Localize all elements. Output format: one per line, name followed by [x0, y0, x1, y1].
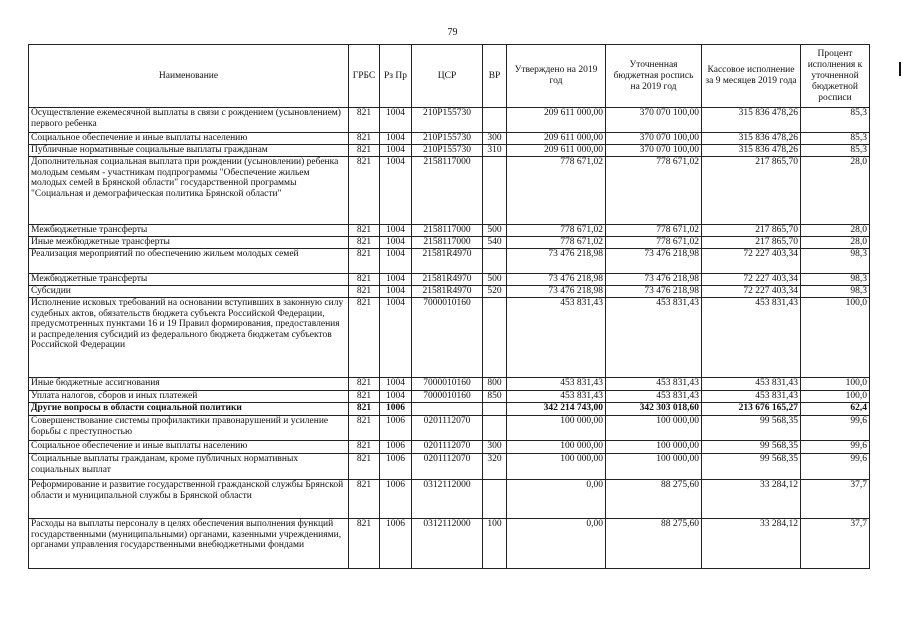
- cell-grbs: 821: [349, 157, 380, 225]
- cell-csr: 0312112000: [412, 480, 483, 519]
- table-row: [29, 416, 870, 441]
- cell-approved: 0,00: [507, 480, 606, 519]
- cell-approved: 453 831,43: [507, 298, 606, 378]
- cell-rzpr: 1004: [380, 391, 412, 403]
- cell-vr: 300: [483, 441, 507, 454]
- table-row: [29, 480, 870, 519]
- cell-name: Другие вопросы в области социальной политики: [29, 403, 349, 416]
- table-row: [29, 298, 870, 378]
- cell-name: Расходы на выплаты персоналу в целях обеспечения выполнения функций государственными (муниципальными) органами, казенными учреждениями, органами управления государственными внебюджетными фондами: [29, 519, 349, 569]
- cell-cash: 72 227 403,34: [702, 274, 801, 286]
- cell-rzpr: 1006: [380, 519, 412, 569]
- cell-csr: 21581R4970: [412, 286, 483, 298]
- table-body: [29, 108, 870, 569]
- cell-cash: 217 865,70: [702, 237, 801, 249]
- cell-percent: 99,6: [801, 441, 870, 454]
- cell-approved: 453 831,43: [507, 378, 606, 391]
- cell-percent: 37,7: [801, 519, 870, 569]
- cell-cash: 453 831,43: [702, 298, 801, 378]
- cell-name: Межбюджетные трансферты: [29, 274, 349, 286]
- table-row: [29, 441, 870, 454]
- cell-percent: 100,0: [801, 391, 870, 403]
- cell-approved: 100 000,00: [507, 441, 606, 454]
- cell-grbs: 821: [349, 145, 380, 157]
- cell-rzpr: 1006: [380, 441, 412, 454]
- cell-cash: 213 676 165,27: [702, 403, 801, 416]
- cell-csr: 21581R4970: [412, 249, 483, 274]
- table-row: [29, 249, 870, 274]
- cell-rzpr: 1004: [380, 249, 412, 274]
- cell-rzpr: 1006: [380, 416, 412, 441]
- cell-cash: 33 284,12: [702, 519, 801, 569]
- cell-percent: 62,4: [801, 403, 870, 416]
- cell-vr: 850: [483, 391, 507, 403]
- cell-approved: 453 831,43: [507, 391, 606, 403]
- cell-name: Дополнительная социальная выплата при рождении (усыновлении) ребенка молодым семьям - участникам подпрограммы "Обеспечение жильем молодых семей в Брянской области" государственной программы "Социальная и демографическая политика Брянской области": [29, 157, 349, 225]
- cell-grbs: 821: [349, 480, 380, 519]
- table-row: [29, 274, 870, 286]
- cell-rzpr: 1006: [380, 403, 412, 416]
- header-cash: Кассовое исполнение за 9 месяцев 2019 года: [702, 45, 801, 108]
- cell-refined: 73 476 218,98: [606, 274, 702, 286]
- cell-approved: 0,00: [507, 519, 606, 569]
- header-csr: ЦСР: [412, 45, 483, 108]
- cell-rzpr: 1004: [380, 133, 412, 145]
- cell-cash: 453 831,43: [702, 391, 801, 403]
- cell-name: Социальное обеспечение и иные выплаты населению: [29, 133, 349, 145]
- cell-percent: 100,0: [801, 298, 870, 378]
- cell-percent: 28,0: [801, 225, 870, 237]
- cell-refined: 778 671,02: [606, 225, 702, 237]
- cell-grbs: 821: [349, 403, 380, 416]
- cell-cash: 453 831,43: [702, 378, 801, 391]
- cell-vr: [483, 298, 507, 378]
- cell-grbs: 821: [349, 441, 380, 454]
- cell-percent: 98,3: [801, 249, 870, 274]
- cell-csr: 0201112070: [412, 416, 483, 441]
- cell-vr: [483, 108, 507, 133]
- cell-grbs: 821: [349, 274, 380, 286]
- header-approved: Утверждено на 2019 год: [507, 45, 606, 108]
- cell-name: Межбюджетные трансферты: [29, 225, 349, 237]
- header-vr: ВР: [483, 45, 507, 108]
- cell-cash: 315 836 478,26: [702, 108, 801, 133]
- cell-vr: [483, 249, 507, 274]
- cell-rzpr: 1004: [380, 237, 412, 249]
- cell-percent: 28,0: [801, 237, 870, 249]
- cell-rzpr: 1004: [380, 378, 412, 391]
- cell-approved: 100 000,00: [507, 416, 606, 441]
- cell-rzpr: 1004: [380, 108, 412, 133]
- cell-vr: 540: [483, 237, 507, 249]
- cell-csr: 0312112000: [412, 519, 483, 569]
- cell-cash: 217 865,70: [702, 157, 801, 225]
- cell-cash: 99 568,35: [702, 416, 801, 441]
- cell-rzpr: 1004: [380, 274, 412, 286]
- cell-approved: 342 214 743,00: [507, 403, 606, 416]
- cell-name: Социальные выплаты гражданам, кроме публичных нормативных социальных выплат: [29, 454, 349, 480]
- cell-csr: 7000010160: [412, 298, 483, 378]
- table-row: [29, 454, 870, 480]
- cell-csr: 210P155730: [412, 145, 483, 157]
- cell-rzpr: 1004: [380, 157, 412, 225]
- cell-refined: 453 831,43: [606, 391, 702, 403]
- cell-vr: [483, 480, 507, 519]
- cell-refined: 370 070 100,00: [606, 108, 702, 133]
- cell-vr: [483, 416, 507, 441]
- cell-grbs: 821: [349, 454, 380, 480]
- cell-grbs: 821: [349, 286, 380, 298]
- cell-approved: 778 671,02: [507, 237, 606, 249]
- cell-name: Иные межбюджетные трансферты: [29, 237, 349, 249]
- cell-grbs: 821: [349, 416, 380, 441]
- cell-rzpr: 1006: [380, 480, 412, 519]
- budget-execution-table: [28, 44, 870, 569]
- cell-name: Социальное обеспечение и иные выплаты населению: [29, 441, 349, 454]
- cell-name: Осуществление ежемесячной выплаты в связи с рождением (усыновлением) первого ребенка: [29, 108, 349, 133]
- cell-percent: 98,3: [801, 286, 870, 298]
- cell-approved: 209 611 000,00: [507, 108, 606, 133]
- scan-edge-mark: [899, 62, 901, 76]
- cell-rzpr: 1004: [380, 286, 412, 298]
- cell-refined: 100 000,00: [606, 441, 702, 454]
- cell-cash: 315 836 478,26: [702, 133, 801, 145]
- cell-rzpr: 1004: [380, 145, 412, 157]
- cell-approved: 73 476 218,98: [507, 286, 606, 298]
- cell-name: Публичные нормативные социальные выплаты гражданам: [29, 145, 349, 157]
- cell-cash: 99 568,35: [702, 441, 801, 454]
- cell-csr: 0201112070: [412, 441, 483, 454]
- cell-vr: 100: [483, 519, 507, 569]
- cell-grbs: 821: [349, 108, 380, 133]
- table-row: [29, 133, 870, 145]
- cell-csr: 7000010160: [412, 391, 483, 403]
- cell-vr: 800: [483, 378, 507, 391]
- cell-refined: 342 303 018,60: [606, 403, 702, 416]
- cell-refined: 100 000,00: [606, 416, 702, 441]
- header-name: Наименование: [29, 45, 349, 108]
- cell-percent: 85,3: [801, 133, 870, 145]
- cell-csr: 2158117000: [412, 157, 483, 225]
- cell-cash: 72 227 403,34: [702, 286, 801, 298]
- table-row: [29, 108, 870, 133]
- cell-grbs: 821: [349, 225, 380, 237]
- cell-vr: [483, 157, 507, 225]
- cell-approved: 73 476 218,98: [507, 249, 606, 274]
- cell-name: Реформирование и развитие государственной гражданской службы Брянской области и муниципальной службы в Брянской области: [29, 480, 349, 519]
- cell-csr: [412, 403, 483, 416]
- cell-grbs: 821: [349, 298, 380, 378]
- cell-approved: 778 671,02: [507, 157, 606, 225]
- cell-percent: 28,0: [801, 157, 870, 225]
- cell-cash: 315 836 478,26: [702, 145, 801, 157]
- cell-cash: 99 568,35: [702, 454, 801, 480]
- cell-vr: 300: [483, 133, 507, 145]
- cell-refined: 73 476 218,98: [606, 249, 702, 274]
- cell-name: Исполнение исковых требований на основании вступивших в законную силу судебных актов, обязательств бюджета субъекта Российской Федерации, предусмотренных пунктами 16 и 19 Правил формирования, предоставления и распределения субсидий из федерального бюджета бюджетам субъектов Российской Федерации: [29, 298, 349, 378]
- cell-approved: 209 611 000,00: [507, 145, 606, 157]
- header-rzpr: Рз Пр: [380, 45, 412, 108]
- cell-name: Реализация мероприятий по обеспечению жильем молодых семей: [29, 249, 349, 274]
- cell-name: Субсидии: [29, 286, 349, 298]
- header-percent: Процент исполнения к уточненной бюджетной росписи: [801, 45, 870, 108]
- cell-rzpr: 1004: [380, 298, 412, 378]
- table-row: [29, 157, 870, 225]
- cell-refined: 73 476 218,98: [606, 286, 702, 298]
- cell-percent: 37,7: [801, 480, 870, 519]
- cell-approved: 73 476 218,98: [507, 274, 606, 286]
- cell-vr: 320: [483, 454, 507, 480]
- cell-vr: [483, 403, 507, 416]
- cell-vr: 310: [483, 145, 507, 157]
- cell-grbs: 821: [349, 519, 380, 569]
- cell-vr: 500: [483, 274, 507, 286]
- cell-name: Иные бюджетные ассигнования: [29, 378, 349, 391]
- cell-name: Уплата налогов, сборов и иных платежей: [29, 391, 349, 403]
- cell-approved: 100 000,00: [507, 454, 606, 480]
- cell-csr: 210P155730: [412, 133, 483, 145]
- cell-csr: 0201112070: [412, 454, 483, 480]
- cell-cash: 33 284,12: [702, 480, 801, 519]
- cell-grbs: 821: [349, 391, 380, 403]
- header-refined: Уточненная бюджетная роспись на 2019 год: [606, 45, 702, 108]
- cell-refined: 453 831,43: [606, 298, 702, 378]
- cell-grbs: 821: [349, 249, 380, 274]
- table-row: [29, 403, 870, 416]
- cell-grbs: 821: [349, 133, 380, 145]
- cell-vr: 520: [483, 286, 507, 298]
- table-row: [29, 378, 870, 391]
- cell-refined: 88 275,60: [606, 480, 702, 519]
- table-row: [29, 237, 870, 249]
- cell-csr: 7000010160: [412, 378, 483, 391]
- table-row: [29, 391, 870, 403]
- cell-rzpr: 1006: [380, 454, 412, 480]
- cell-refined: 453 831,43: [606, 378, 702, 391]
- cell-grbs: 821: [349, 378, 380, 391]
- page-number: 79: [447, 27, 458, 38]
- cell-name: Совершенствование системы профилактики правонарушений и усиление борьбы с преступностью: [29, 416, 349, 441]
- cell-percent: 99,6: [801, 416, 870, 441]
- cell-cash: 217 865,70: [702, 225, 801, 237]
- cell-percent: 98,3: [801, 274, 870, 286]
- cell-percent: 100,0: [801, 378, 870, 391]
- cell-percent: 99,6: [801, 454, 870, 480]
- cell-refined: 100 000,00: [606, 454, 702, 480]
- cell-csr: 2158117000: [412, 225, 483, 237]
- cell-grbs: 821: [349, 237, 380, 249]
- cell-vr: 500: [483, 225, 507, 237]
- cell-csr: 210P155730: [412, 108, 483, 133]
- cell-refined: 88 275,60: [606, 519, 702, 569]
- header-grbs: ГРБС: [349, 45, 380, 108]
- cell-approved: 209 611 000,00: [507, 133, 606, 145]
- table-row: [29, 519, 870, 569]
- cell-percent: 85,3: [801, 108, 870, 133]
- cell-refined: 778 671,02: [606, 157, 702, 225]
- cell-percent: 85,3: [801, 145, 870, 157]
- table-row: [29, 145, 870, 157]
- cell-rzpr: 1004: [380, 225, 412, 237]
- cell-csr: 21581R4970: [412, 274, 483, 286]
- cell-csr: 2158117000: [412, 237, 483, 249]
- cell-refined: 370 070 100,00: [606, 133, 702, 145]
- cell-refined: 778 671,02: [606, 237, 702, 249]
- cell-approved: 778 671,02: [507, 225, 606, 237]
- table-row: [29, 286, 870, 298]
- cell-refined: 370 070 100,00: [606, 145, 702, 157]
- table-header-row: [29, 45, 870, 108]
- cell-cash: 72 227 403,34: [702, 249, 801, 274]
- table-row: [29, 225, 870, 237]
